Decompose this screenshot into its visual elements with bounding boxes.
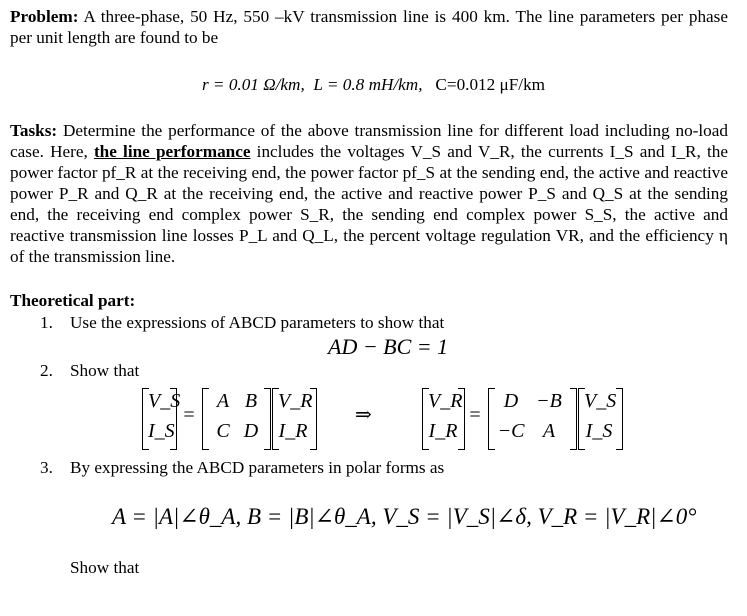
- item3-number: 3.: [40, 458, 53, 477]
- inv-d: D: [503, 390, 519, 412]
- param-C: C=0.012 μF/km: [435, 75, 546, 94]
- inverse-matrix-equation: [420, 388, 660, 452]
- item1-number: 1.: [40, 313, 53, 332]
- item1-text: Use the expressions of ABCD parameters to show that: [70, 313, 445, 332]
- implies-arrow: ⇒: [355, 404, 372, 426]
- equals-2: =: [469, 404, 481, 426]
- inv-lhs-ir: I_R: [428, 420, 458, 442]
- problem-paragraph: [10, 6, 728, 48]
- parameters-line: [0, 75, 747, 95]
- theory-heading: Theoretical part:: [10, 291, 136, 310]
- polar-forms: A = |A|∠θ_A, B = |B|∠θ_A, V_S = |V_S|∠δ, V_R = |V_R|∠0°: [112, 504, 697, 529]
- tasks-highlight: the line performance: [93, 142, 251, 161]
- abcd-d: D: [243, 420, 259, 442]
- inv-rhs-is: I_S: [585, 420, 613, 442]
- abcd-c: C: [216, 420, 230, 442]
- rhs-ir: I_R: [278, 420, 308, 442]
- item3-text: By expressing the ABCD parameters in polar forms as: [70, 458, 445, 477]
- item2-text: Show that: [70, 361, 140, 380]
- inv-rhs-vs: V_S: [584, 390, 617, 412]
- inv-a: A: [542, 420, 556, 442]
- inv-neg-b: −B: [536, 390, 562, 412]
- tasks-paragraph: [10, 120, 728, 267]
- inv-lhs-vr: V_R: [428, 390, 463, 412]
- show-that-text: Show that: [70, 558, 140, 577]
- param-r: r = 0.01 Ω/km,: [201, 75, 305, 94]
- problem-label: Problem:: [10, 7, 79, 26]
- lhs-is: I_S: [148, 420, 175, 442]
- tasks-rest: includes the voltages V_S and V_R, the currents I_S and I_R, the power factor pf_R at the receiving end, the power factor pf_S at the sending end, the active and reactive power P_R and Q_R at the receiving end, the active and reactive power P_S and Q_S at the sending end, the receiving end complex power S_R, the sending end complex power S_S, the active and reactive transmission line losses P_L and Q_L, the percent voltage regulation VR, and the efficiency η of the transmission line.: [10, 142, 729, 266]
- rhs-vr: V_R: [278, 390, 313, 412]
- param-L: L = 0.8 mH/km,: [313, 75, 423, 94]
- inv-neg-c: −C: [497, 420, 525, 442]
- lhs-vs: V_S: [148, 390, 181, 412]
- abcd-b: B: [244, 390, 258, 412]
- equals-1: =: [183, 404, 195, 426]
- abcd-matrix-equation: [140, 388, 350, 452]
- item2-number: 2.: [40, 361, 53, 380]
- tasks-label: Tasks:: [10, 121, 58, 140]
- tasks-intro: Determine the performance of the above transmission line for different load including no-load case. Here,: [10, 121, 728, 161]
- abcd-identity: AD − BC = 1: [328, 334, 449, 359]
- problem-text: A three-phase, 50 Hz, 550 –kV transmission line is 400 km. The line parameters per phase per unit length are found to be: [10, 7, 728, 47]
- abcd-a: A: [216, 390, 230, 412]
